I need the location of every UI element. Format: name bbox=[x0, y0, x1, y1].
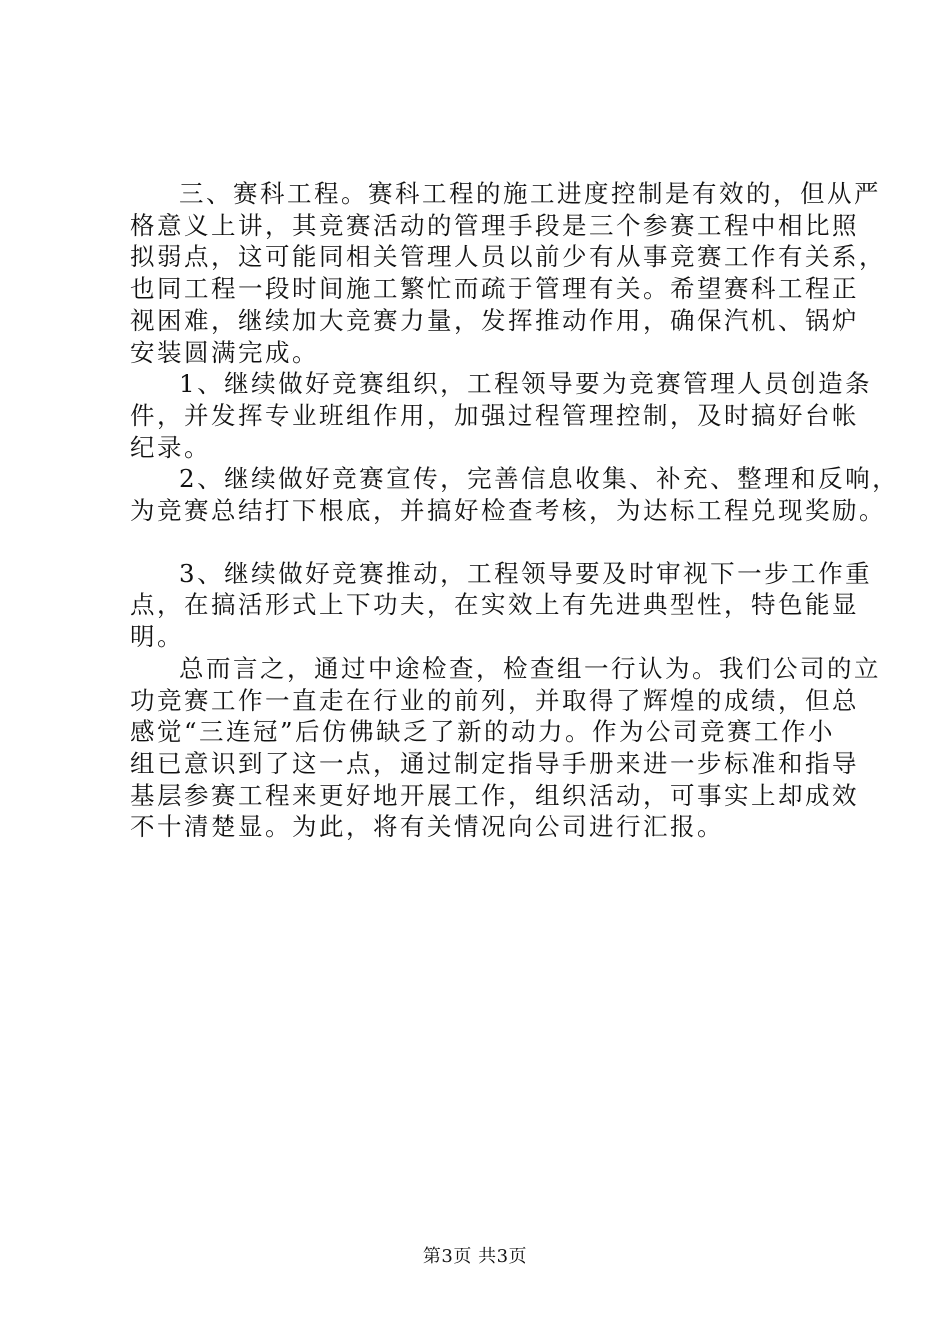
paragraph-item-1 bbox=[130, 368, 873, 463]
text-line: 2、继续做好竞赛宣传，完善信息收集、补充、整理和反响， bbox=[179, 464, 900, 494]
text-line: 件，并发挥专业班组作用，加强过程管理控制，及时搞好台帐 bbox=[130, 400, 859, 430]
text-line: 三、赛科工程。赛科工程的施工进度控制是有效的，但从严 bbox=[179, 179, 881, 208]
text-line: 功竞赛工作一直走在行业的前列，并取得了辉煌的成绩，但总 bbox=[130, 685, 859, 715]
text-line: 为竞赛总结打下根底，并搞好检查考核，为达标工程兑现奖励。 bbox=[130, 496, 886, 526]
text-line: 安装圆满完成。 bbox=[130, 337, 319, 367]
text-line: 也同工程一段时间施工繁忙而疏于管理有关。希望赛科工程正 bbox=[130, 274, 859, 304]
text-line: 1、继续做好竞赛组织，工程领导要为竞赛管理人员创造条 bbox=[179, 369, 873, 399]
text-line: 拟弱点，这可能同相关管理人员以前少有从事竞赛工作有关系， bbox=[130, 242, 886, 272]
paragraph-spacer bbox=[130, 527, 850, 558]
text-line: 格意义上讲，其竞赛活动的管理手段是三个参赛工程中相比照 bbox=[130, 210, 859, 240]
page-footer: 第3页 共3页 bbox=[422, 1246, 528, 1267]
text-line: 点，在搞活形式上下功夫，在实效上有先进典型性，特色能显 bbox=[130, 590, 859, 620]
text-line: 明。 bbox=[130, 622, 184, 652]
text-line: 感觉“三连冠”后仿佛缺乏了新的动力。作为公司竞赛工作小 bbox=[130, 717, 836, 747]
paragraph-item-2 bbox=[130, 463, 900, 526]
text-line: 3、继续做好竞赛推动，工程领导要及时审视下一步工作重 bbox=[179, 558, 873, 588]
text-line: 纪录。 bbox=[130, 432, 211, 462]
paragraph-conclusion bbox=[130, 653, 881, 843]
text-line: 总而言之，通过中途检查，检查组一行认为。我们公司的立 bbox=[179, 653, 881, 683]
document-body bbox=[130, 178, 900, 843]
paragraph-item-3 bbox=[130, 558, 873, 653]
text-line: 基层参赛工程来更好地开展工作，组织活动，可事实上却成效 bbox=[130, 780, 859, 810]
text-line: 视困难，继续加大竞赛力量，发挥推动作用，确保汽机、锅炉 bbox=[130, 305, 859, 335]
text-line: 组已意识到了这一点，通过制定指导手册来进一步标准和指导 bbox=[130, 748, 859, 778]
paragraph-saike-project bbox=[130, 178, 886, 368]
text-line: 不十清楚显。为此，将有关情况向公司进行汇报。 bbox=[130, 812, 724, 842]
